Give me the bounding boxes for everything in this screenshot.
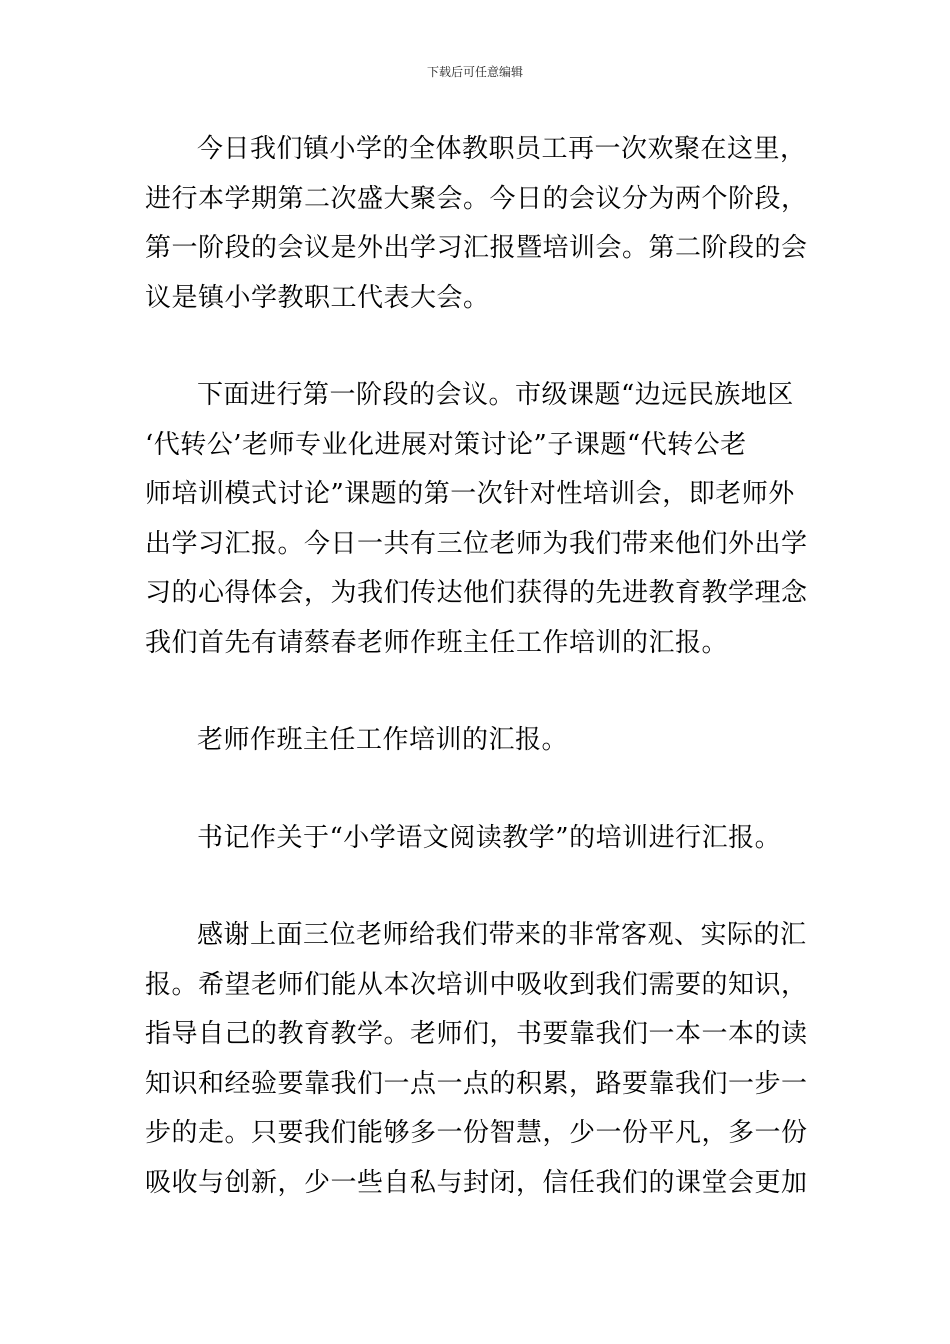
paragraph-line: 老师作班主任工作培训的汇报。: [197, 725, 569, 755]
paragraph-line: 今日我们镇小学的全体教职员工再一次欢聚在这里，: [197, 134, 807, 164]
paragraph-line: 议是镇小学教职工代表大会。: [145, 282, 490, 313]
paragraph-line: 进行本学期第二次盛大聚会。今日的会议分为两个阶段，: [145, 183, 808, 214]
paragraph-line: 出学习汇报。今日一共有三位老师为我们带来他们外出学: [145, 528, 808, 559]
paragraph-line: 下面进行第一阶段的会议。市级课题“边远民族地区: [197, 380, 794, 410]
paragraph-line: 吸收与创新，少一些自私与封闭，信任我们的课堂会更加: [145, 1167, 808, 1198]
paragraph-line: 步的走。只要我们能够多一份智慧，少一份平凡，多一份: [145, 1118, 808, 1148]
paragraph-line: 我们首先有请蔡春老师作班主任工作培训的汇报。: [145, 627, 729, 658]
paragraph-line: 报。希望老师们能从本次培训中吸收到我们需要的知识，: [145, 969, 808, 1000]
paragraph-4: [145, 814, 810, 864]
paragraph-line: 第一阶段的会议是外出学习汇报暨培训会。第二阶段的会: [145, 233, 808, 263]
paragraph-1: [145, 125, 810, 323]
paragraph-line: 知识和经验要靠我们一点一点的积累，路要靠我们一步一: [145, 1068, 808, 1099]
paragraph-line: 习的心得体会，为我们传达他们获得的先进教育教学理念: [145, 578, 808, 608]
paragraph-line: 指导自己的教育教学。老师们，书要靠我们一本一本的读: [145, 1019, 808, 1049]
paragraph-line: 书记作关于“小学语文阅读教学”的培训进行汇报。: [197, 822, 782, 853]
paragraph-3: [145, 716, 810, 766]
paragraph-line: 师培训模式讨论”课题的第一次针对性培训会，即老师外: [145, 479, 795, 509]
paragraph-line: ‘代转公’老师专业化进展对策讨论”子课题“代转公老: [145, 429, 747, 460]
header-note: 下载后可任意编辑: [426, 65, 523, 79]
document-body: [145, 125, 810, 1256]
paragraph-line: 感谢上面三位老师给我们带来的非常客观、实际的汇: [197, 920, 807, 950]
page-header: [0, 64, 950, 80]
paragraph-5: [145, 911, 810, 1208]
paragraph-2: [145, 371, 810, 668]
